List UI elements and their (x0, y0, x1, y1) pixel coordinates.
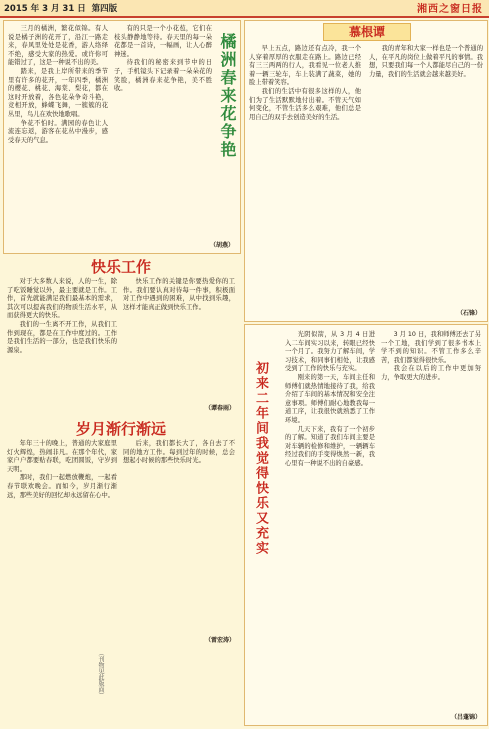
page-number: 第四版 (91, 4, 118, 14)
paragraph: 年年三十的晚上，普通的大家庭里灯火辉煌，热闹非凡。在那个年代，家家户户都要贴春联，吃团圆饭，守岁到天明。 (7, 440, 117, 473)
paragraph: 我们的一生离不开工作，从我们工作到现在，都是在工作中度过的。工作是我们生活的一部分，也是我们快乐的源泉。 (7, 320, 117, 354)
paragraph: 早上五点，路边还有点冷，我一个人穿着厚厚的衣服走在路上。路边已经有三三两两的行人，我看见一位老人推着一辆三轮车，车上装满了蔬菜，她的脸上带着笑容。 (249, 45, 361, 87)
article-body-col2 (381, 331, 481, 383)
paragraph: 我们的生活中有很多这样的人，他们为了生活默默地付出着。不管天气如何变化，不管生活多么艰难，他们总是用自己的双手去创造美好的生活。 (249, 87, 361, 121)
paragraph: 待我们的秘密来到节中的日子，手机镜头下记录着一朵朵花的笑脸，橘洲春来花争艳，美不胜收。 (114, 59, 212, 93)
article-author: （谭春雨） (204, 405, 235, 412)
paragraph: 刚来的第一天，车间主任和师傅们就热情地接待了我，给我介绍了车间的基本情况和安全注意事项。师傅们耐心地教我每一道工序，让我很快就熟悉了工作环境。 (285, 373, 375, 424)
article-body (7, 278, 117, 355)
article-body-col2 (114, 25, 212, 94)
article-orange-isle (3, 20, 241, 254)
article-author: （吕蓬锦） (450, 714, 481, 721)
article-title: 岁月渐行渐远 (75, 420, 166, 438)
article-author: （胡燕） (209, 242, 234, 249)
footer-note: （刊物见此版面） (97, 650, 104, 698)
paragraph: 我会在以后的工作中更加努力，争取更大的进步。 (381, 365, 481, 381)
paragraph: 我的青年和大家一样也是一个普通的人，在平凡的岗位上做着平凡的事情。我想，只要我们每一个人都能尽自己的一份力量，我们的生活就会越来越美好。 (369, 45, 483, 78)
paragraph: 那时，我们一起燃放鞭炮，一起看春节联欢晚会。而如今，岁月渐行渐远，那些美好的回忆却永远留在心中。 (7, 474, 117, 499)
article-title: 快乐工作 (90, 258, 151, 276)
article-title: 橘洲春来花争艳 (218, 33, 237, 159)
paragraph: 几天下来，我有了一个初步的了解。知道了我们车间主要是对车辆的检修和维护，一辆辆车经过我们的手变得焕然一新，我心里有一种说不出的自豪感。 (285, 425, 375, 467)
article-body-col2 (123, 278, 235, 312)
paragraph: 对于大多数人来说，人的一生，除了吃饭睡觉以外，最主要就是工作。工作，首先就能满足我们最基本的需求，其次可以提高我们的物质生活水平，从而获得更大的快乐。 (7, 278, 117, 320)
article-title: 慕根谭 (323, 23, 411, 41)
date-text: 2015 年 3 月 31 日 (4, 4, 86, 14)
article-title: 初来二年间我觉得快乐又充实 (253, 361, 268, 556)
article-body-col2 (123, 440, 235, 466)
article-body (7, 440, 117, 500)
article-body (8, 25, 108, 145)
page-header (0, 0, 489, 18)
article-body-col2 (369, 45, 483, 79)
page-date (4, 2, 117, 14)
paragraph: 快乐工作的关键是你要热爱你的工作。我们要认真对待每一件事，积极面对工作中遇到的困难，从中找到乐趣，这样才能真正做到快乐工作。 (123, 278, 235, 311)
paragraph: 三月的橘洲，繁花似锦。有人说是橘子洲的花开了，沿江一路走来，春风里处处是花香，游人络绎不绝，感受大家的热爱。或许你可能错过了，这是一种说不出的美。 (8, 25, 108, 67)
article-first-year (244, 324, 488, 726)
paragraph: 有的只是一个小花苞，它们在枝头静静地等待。春天里的每一朵花都是一首诗，一幅画，让人心醉神迷。 (114, 25, 212, 58)
article-mugentan (244, 20, 488, 322)
article-author: （雷宏涛） (204, 637, 235, 644)
newspaper-logo: 湘西之窗日报 (417, 4, 483, 15)
article-happy-work (3, 256, 239, 414)
article-years-pass (3, 418, 239, 644)
paragraph: 争花不怕时。满园的春色让人流连忘返，游客在花丛中漫步，感受春天的气息。 (8, 119, 108, 144)
paragraph: 光阴似箭，从 3 月 4 日进入二车间实习以来，转眼已经快一个月了。我努力了解车间，学习技术，和同事们相处，让我感受到了工作的快乐与充实。 (285, 331, 375, 373)
paragraph: 3 月 10 日，我和师傅还去了另一个工地，我们学到了很多书本上学不到的知识。不管工作多么辛苦，我们都觉得很快乐。 (381, 331, 481, 364)
article-body (285, 331, 375, 469)
paragraph: 踏来，是我上岸所带来的季节里有许多的花开，一年四季，橘洲的樱花、桃花、海棠、梨花，都在这时开放着，各色花朵争奇斗艳，竞相开放，蜂蝶飞舞，一簇簇的花丛里，鸟儿在欢快地歌唱。 (8, 67, 108, 118)
article-body (249, 45, 361, 122)
article-author: （石锋） (456, 310, 481, 317)
paragraph: 后来，我们都长大了，各自去了不同的地方工作。每到过年的时候，总会想起小时候的那些快乐时光。 (123, 440, 235, 465)
